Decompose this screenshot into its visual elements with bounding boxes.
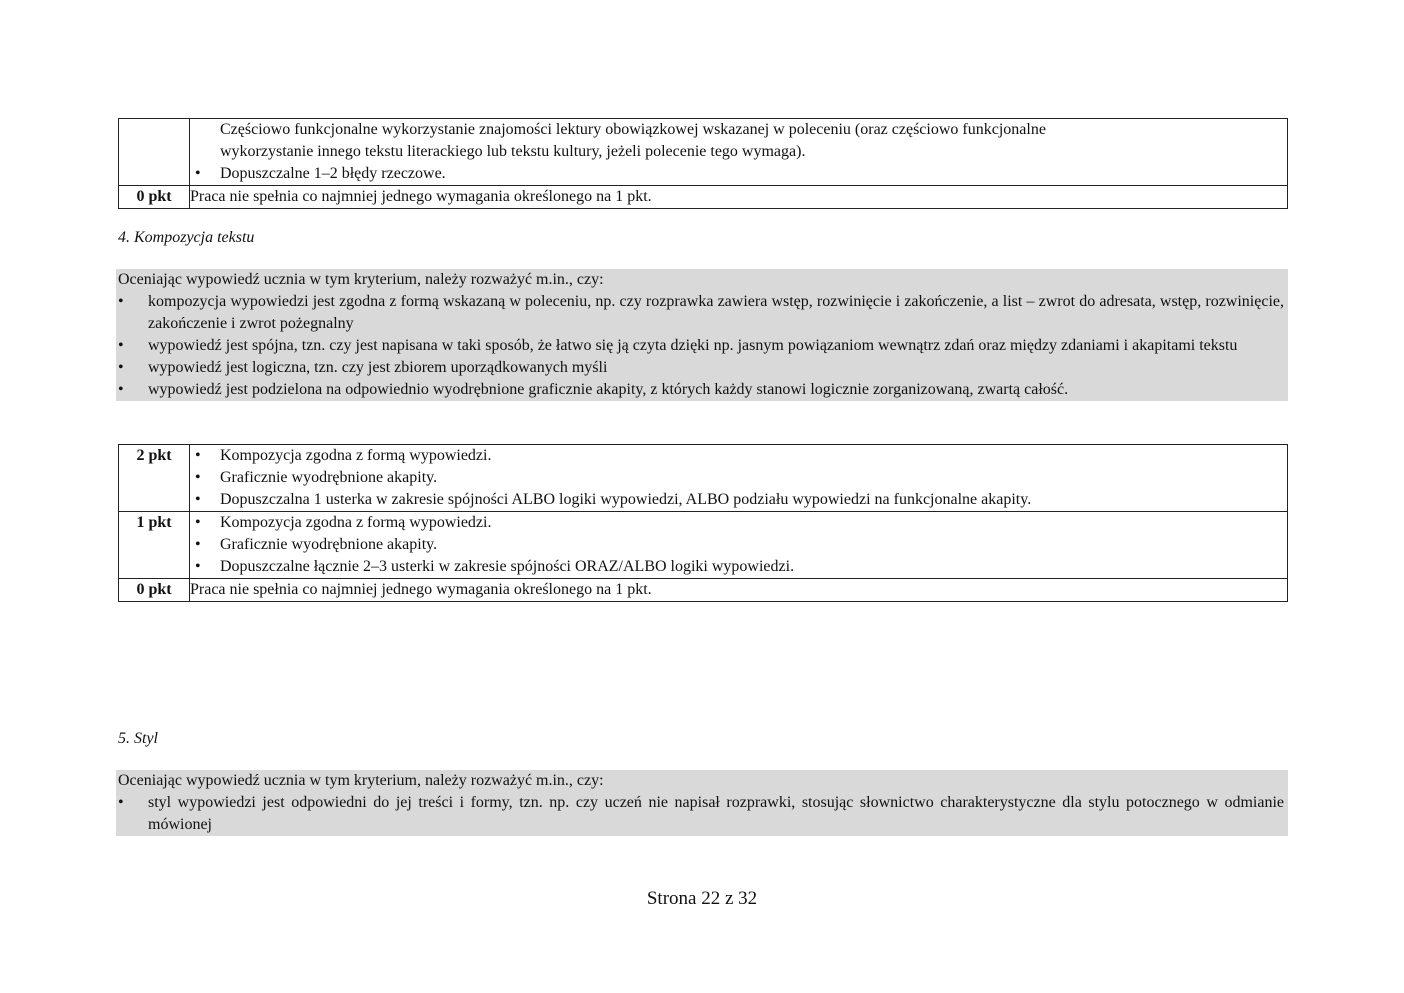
bullet-icon: •	[195, 558, 201, 575]
table-row	[119, 512, 1288, 579]
guidance-item	[116, 335, 1288, 357]
points-cell: 0 pkt	[119, 579, 190, 602]
criteria-bullet-item	[190, 163, 1287, 185]
criteria-text: Graficznie wyodrębnione akapity.	[220, 469, 438, 486]
points-cell	[119, 119, 190, 186]
bullet-icon: •	[118, 359, 124, 376]
points-cell: 0 pkt	[119, 186, 190, 209]
guidance-text: wypowiedź jest logiczna, tzn. czy jest zbiorem uporządkowanych myśli	[148, 359, 608, 376]
criteria-cell	[190, 186, 1288, 209]
guidance-text: wypowiedź jest spójna, tzn. czy jest napisana w taki sposób, że łatwo się ją czyta dzięki np. jasnym powiązaniom wewnątrz zdań oraz między zdaniami i akapitami tekstu	[148, 337, 1238, 354]
page-number: Strona 22 z 32	[646, 888, 758, 909]
table-row	[119, 579, 1288, 602]
table-row	[119, 186, 1288, 209]
assessment-guidance-box	[116, 770, 1288, 836]
criteria-line: Częściowo funkcjonalne wykorzystanie znajomości lektury obowiązkowej wskazanej w poleceniu (oraz częściowo funkcjonalne	[220, 121, 1046, 138]
bullet-icon: •	[195, 536, 201, 553]
criteria-bullet-item	[190, 445, 1287, 467]
guidance-item	[116, 357, 1288, 379]
criteria-cell	[190, 512, 1288, 579]
points-cell: 1 pkt	[119, 512, 190, 579]
criteria-text: Graficznie wyodrębnione akapity.	[220, 536, 438, 553]
criteria-text: Dopuszczalne łącznie 2–3 usterki w zakresie spójności ORAZ/ALBO logiki wypowiedzi.	[220, 558, 795, 575]
guidance-text: kompozycja wypowiedzi jest zgodna z formą wskazaną w poleceniu, np. czy rozprawka zawiera wstęp, rozwinięcie i zakończenie, a list – zwrot do adresata, wstęp, rozwinięcie, zakończenie i zwrot pożegnalny	[148, 293, 1284, 332]
guidance-item	[116, 379, 1288, 401]
bullet-icon: •	[195, 469, 201, 486]
bullet-icon: •	[195, 514, 201, 531]
guidance-item	[116, 792, 1288, 836]
bullet-icon: •	[118, 794, 124, 811]
criteria-table-continuation	[118, 118, 1288, 209]
criteria-text: Dopuszczalne 1–2 błędy rzeczowe.	[220, 165, 446, 182]
section-heading: 5. Styl	[118, 730, 158, 747]
criteria-table-composition	[118, 444, 1288, 602]
bullet-icon: •	[195, 165, 201, 182]
points-cell: 2 pkt	[119, 445, 190, 512]
criteria-bullet-item	[190, 512, 1287, 534]
bullet-icon: •	[118, 381, 124, 398]
criteria-text: Dopuszczalna 1 usterka w zakresie spójności ALBO logiki wypowiedzi, ALBO podziału wypowiedzi na funkcjonalne akapity.	[220, 491, 1032, 508]
criteria-bullet-item	[190, 556, 1287, 578]
criteria-cell	[190, 579, 1288, 602]
section-heading: 4. Kompozycja tekstu	[118, 229, 255, 246]
guidance-intro: Oceniając wypowiedź ucznia w tym kryterium, należy rozważyć m.in., czy:	[118, 772, 604, 789]
guidance-item	[116, 291, 1288, 335]
criteria-text: Kompozycja zgodna z formą wypowiedzi.	[220, 447, 492, 464]
bullet-icon: •	[195, 447, 201, 464]
criteria-text: Kompozycja zgodna z formą wypowiedzi.	[220, 514, 492, 531]
guidance-text: wypowiedź jest podzielona na odpowiednio wyodrębnione graficznie akapity, z których każdy stanowi logicznie zorganizowaną, zwartą całość.	[148, 381, 1069, 398]
criteria-line: Praca nie spełnia co najmniej jednego wymagania określonego na 1 pkt.	[190, 188, 652, 205]
guidance-text: styl wypowiedzi jest odpowiedni do jej treści i formy, tzn. np. czy uczeń nie napisał rozprawki, stosując słownictwo charakterystyczne dla stylu potocznego w odmianie mówionej	[148, 794, 1284, 833]
bullet-icon: •	[118, 337, 124, 354]
table-row	[119, 119, 1288, 186]
bullet-icon: •	[195, 491, 201, 508]
bullet-icon: •	[118, 293, 124, 310]
criteria-cell	[190, 119, 1288, 186]
criteria-line: wykorzystanie innego tekstu literackiego lub tekstu kultury, jeżeli polecenie tego wymaga).	[220, 143, 806, 160]
criteria-bullet-item	[190, 534, 1287, 556]
criteria-bullet-item	[190, 467, 1287, 489]
criteria-bullet-item	[190, 489, 1287, 511]
table-row	[119, 445, 1288, 512]
assessment-guidance-box	[116, 269, 1288, 401]
criteria-line: Praca nie spełnia co najmniej jednego wymagania określonego na 1 pkt.	[190, 581, 652, 598]
criteria-cell	[190, 445, 1288, 512]
guidance-intro: Oceniając wypowiedź ucznia w tym kryterium, należy rozważyć m.in., czy:	[118, 271, 604, 288]
